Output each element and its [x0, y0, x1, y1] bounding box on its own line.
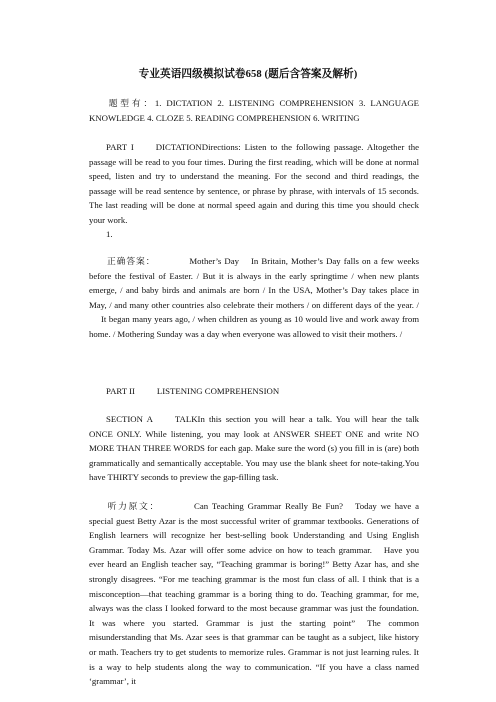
answer-text-2: It began many years ago, / when children as young as 10 would live and work away from home. / Mothering Sunday was a day when everyone was allowed to visit their mothers. / [89, 314, 419, 339]
transcript-block [89, 499, 419, 689]
answer-text-1: In Britain, Mother’s Day falls on a few weeks before the festival of Easter. / But it is always in the early springtime / when new plants emerge, / and baby birds and animals are born / In the USA, Mother’s Day takes place in May, / and many other countries also celebrate their mothers / on different days of the year. / [89, 256, 419, 310]
question-1-label: 1. [106, 229, 113, 239]
question-types-text: 题型有：1. DICTATION 2. LISTENING COMPREHENSION 3. LANGUAGE KNOWLEDGE 4. CLOZE 5. READING COMPREHENSION 6. WRITING [89, 98, 419, 123]
section-a-directions [89, 412, 419, 485]
part1-directions [89, 140, 419, 228]
question-types [89, 96, 419, 125]
section-a-text: TALKIn this section you will hear a talk. You will hear the talk ONCE ONLY. While listening, you may look at ANSWER SHEET ONE and write NO MORE THAN THREE WORDS for each gap. Make sure the word (s) you fill in is (are) both grammatically and semantically acceptable. You may use the blank sheet for note-taking.You have THIRTY seconds to preview the gap-filling task. [89, 414, 419, 483]
answer-label: 正确答案： [106, 256, 156, 266]
question-number [89, 227, 419, 242]
part2-heading [89, 384, 419, 399]
answer-heading: Mother’s Day [189, 256, 240, 266]
part1-text: DICTATIONDirections: Listen to the following passage. Altogether the passage will be read to you four times. During the first reading, which will be done at normal speed, listen and try to understand the meaning. For the second and third readings, the passage will be read sentence by sentence, or phrase by phrase, with intervals of 15 seconds. The last reading will be done at normal speed again and during this time you should check your work. [89, 142, 419, 225]
part2-label: PART II [106, 386, 135, 396]
transcript-heading: Can Teaching Grammar Really Be Fun? [194, 501, 343, 511]
part2-text: LISTENING COMPREHENSION [156, 386, 280, 396]
page-title: 专业英语四级模拟试卷658 (题后含答案及解析) [138, 69, 358, 80]
transcript-text-3: The common misunderstanding that Ms. Azar sees is that grammar can be taught as a subject, like history or math. Teachers try to get students to memorize rules. Grammar is not just learning rules. It is a way to help students along the way to communication. “If you have a class named ‘grammar’, it [89, 617, 419, 687]
part1-label: PART I [106, 142, 134, 152]
transcript-text-2: Have you ever heard an English teacher say, “Teaching grammar is boring!” Betty Azar has, and she strongly disagrees. “For me teaching grammar is the most fun class of all. I think that is a misconception—that teaching grammar is a boring thing to do. Teaching grammar, for me, always was the class I looked forward to the most because grammar was just the foundation. It was where you started. Grammar is just the starting point” [89, 544, 419, 628]
section-a-label: SECTION A [106, 414, 153, 424]
answer-block [89, 254, 419, 342]
transcript-label: 听力原文： [106, 501, 161, 511]
transcript-text-1: Today we have a special guest Betty Azar is the most successful writer of grammar textbooks. Generations of English learners will recognize her best-selling book Understanding and Using English Grammar. Today Ms. Azar will offer some advice on how to teach grammar. [89, 501, 420, 555]
